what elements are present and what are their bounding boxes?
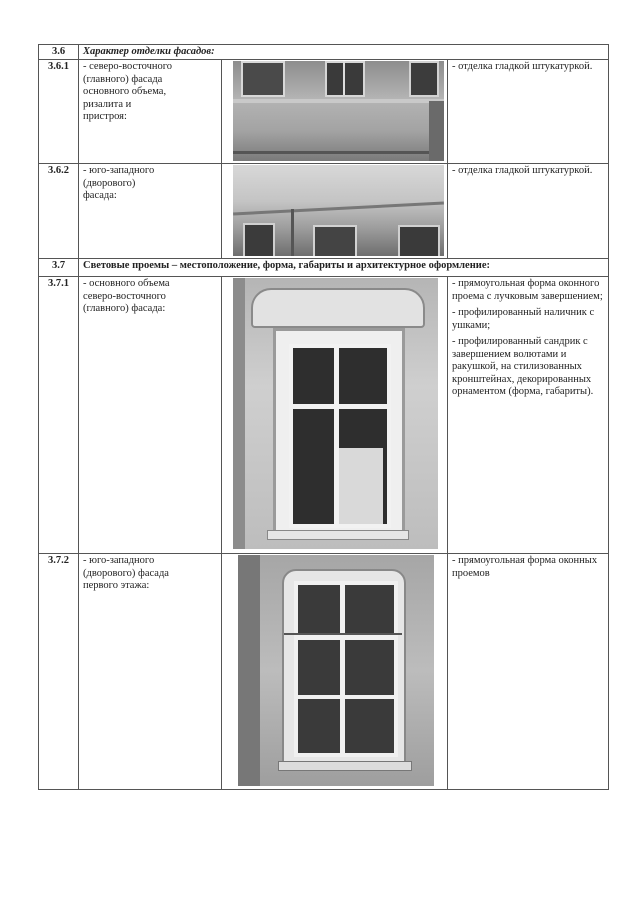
row-number: 3.6.2 [39, 164, 79, 259]
facade-photo-icon [233, 61, 444, 161]
description-line: - юго-западного [83, 555, 155, 566]
note-text: - отделка гладкой штукатуркой. [452, 61, 593, 72]
table-row [39, 277, 609, 554]
description-line: (дворового) [83, 177, 136, 189]
photo-cell [222, 60, 448, 164]
row-notes [448, 60, 609, 164]
window-photo-icon [233, 278, 438, 549]
note-text: - прямоугольная форма оконных проемов [452, 555, 598, 579]
row-notes [448, 164, 609, 259]
row-description [79, 277, 222, 554]
note-text: - отделка гладкой штукатуркой. [452, 165, 593, 176]
courtyard-facade-photo-icon [233, 165, 444, 256]
section-header-row [39, 259, 609, 277]
section-title: Характер отделки фасадов: [79, 45, 609, 60]
row-description [79, 554, 222, 790]
row-number: 3.6.1 [39, 60, 79, 164]
description-line: - юго-западного [83, 165, 155, 176]
photo-cell [222, 277, 448, 554]
table-row [39, 554, 609, 790]
description-line: (главного) фасада [83, 73, 163, 85]
section-header-row [39, 45, 609, 60]
description-line: (главного) фасада: [83, 303, 166, 314]
note-text: - профилированный наличник с ушками; [452, 307, 595, 331]
courtyard-window-photo-icon [238, 555, 434, 786]
photo-cell [222, 554, 448, 790]
row-number: 3.7.2 [39, 554, 79, 790]
description-line: - северо-восточного [83, 61, 173, 72]
row-description [79, 164, 222, 259]
document-table [38, 44, 609, 790]
description-line: основного объема, [83, 86, 167, 97]
description-line: северо-восточного [83, 290, 166, 302]
table-row [39, 60, 609, 164]
table-row [39, 164, 609, 259]
description-line: (дворового) фасада [83, 567, 169, 579]
row-notes [448, 554, 609, 790]
photo-cell [222, 164, 448, 259]
note-text: - прямоугольная форма оконного проема с лучковым завершением; [452, 278, 603, 302]
note-text: - профилированный сандрик с завершением волютами и ракушкой, на стилизованных кронштейнах, декорированных орнаментом (форма, габариты). [452, 336, 594, 397]
description-line: ризалита и [83, 98, 132, 110]
row-number: 3.7.1 [39, 277, 79, 554]
description-line: фасада: [83, 190, 117, 201]
section-number: 3.6 [39, 45, 79, 60]
description-line: - основного объема [83, 278, 170, 289]
row-notes [448, 277, 609, 554]
section-number: 3.7 [39, 259, 79, 277]
section-title: Световые проемы – местоположение, форма, габариты и архитектурное оформление: [79, 259, 609, 277]
description-line: пристроя: [83, 111, 127, 122]
row-description [79, 60, 222, 164]
description-line: первого этажа: [83, 580, 150, 591]
